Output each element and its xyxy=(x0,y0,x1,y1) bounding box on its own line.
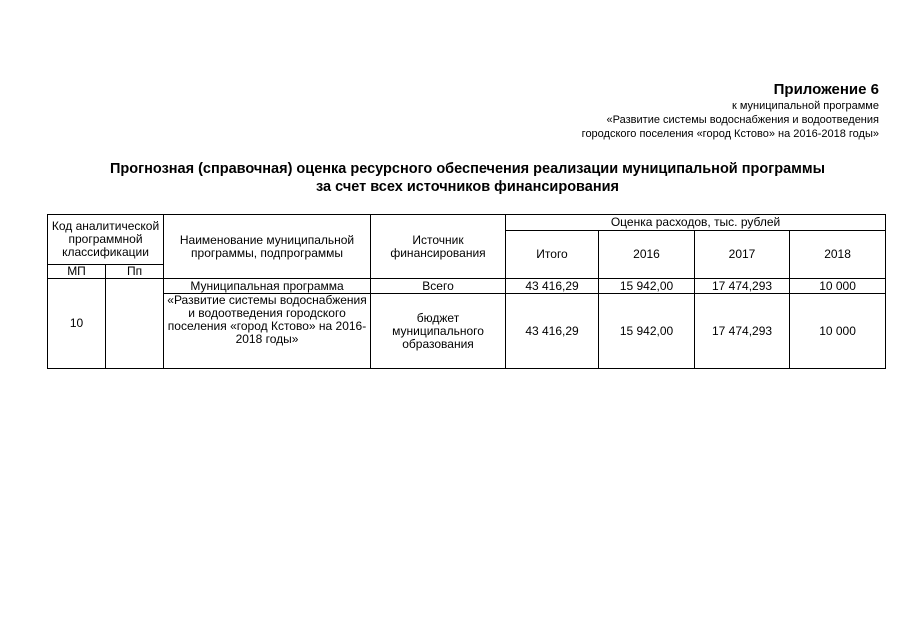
cell-program-name: «Развитие системы водоснабжения и водоотведения городского поселения «город Кстово» на 2016-2018 годы» xyxy=(164,294,371,369)
header-total: Итого xyxy=(506,231,599,279)
document-title-line-2: за счет всех источников финансирования xyxy=(316,179,619,195)
cell-total-2016: 15 942,00 xyxy=(599,279,695,294)
appendix-line-2: «Развитие системы водоснабжения и водоотведения xyxy=(606,114,879,126)
cell-budget-sum: 43 416,29 xyxy=(506,294,599,369)
header-year-2017: 2017 xyxy=(695,231,790,279)
document-title-line-1: Прогнозная (справочная) оценка ресурсного обеспечения реализации муниципальной программы xyxy=(109,161,826,177)
cell-budget-2017: 17 474,293 xyxy=(695,294,790,369)
cell-total-2018: 10 000 xyxy=(790,279,886,294)
header-mp: МП xyxy=(48,265,106,279)
header-year-2018: 2018 xyxy=(790,231,886,279)
appendix-title: Приложение 6 xyxy=(773,81,879,98)
header-expenses: Оценка расходов, тыс. рублей xyxy=(506,215,886,231)
appendix-line-3: городского поселения «город Кстово» на 2016-2018 годы» xyxy=(581,128,879,140)
resource-table xyxy=(47,214,886,369)
document-title xyxy=(40,160,895,196)
cell-budget-2016: 15 942,00 xyxy=(599,294,695,369)
cell-pp-code xyxy=(106,279,164,369)
cell-budget-2018: 10 000 xyxy=(790,294,886,369)
cell-total-2017: 17 474,293 xyxy=(695,279,790,294)
cell-program-label: Муниципальная программа xyxy=(164,279,371,294)
header-year-2016: 2016 xyxy=(599,231,695,279)
appendix-header xyxy=(582,80,879,141)
cell-source-total: Всего xyxy=(371,279,506,294)
cell-mp-code: 10 xyxy=(48,279,106,369)
header-pp: Пп xyxy=(106,265,164,279)
cell-source-budget: бюджет муниципального образования xyxy=(371,294,506,369)
appendix-line-1: к муниципальной программе xyxy=(731,100,879,112)
header-row-1 xyxy=(48,215,886,231)
header-program-name: Наименование муниципальной программы, подпрограммы xyxy=(164,215,371,279)
header-funding-source: Источник финансирования xyxy=(371,215,506,279)
table-row-total xyxy=(48,279,886,294)
header-code: Код аналитической программной классификации xyxy=(48,215,164,265)
table-row-budget xyxy=(48,294,886,369)
cell-total-sum: 43 416,29 xyxy=(506,279,599,294)
